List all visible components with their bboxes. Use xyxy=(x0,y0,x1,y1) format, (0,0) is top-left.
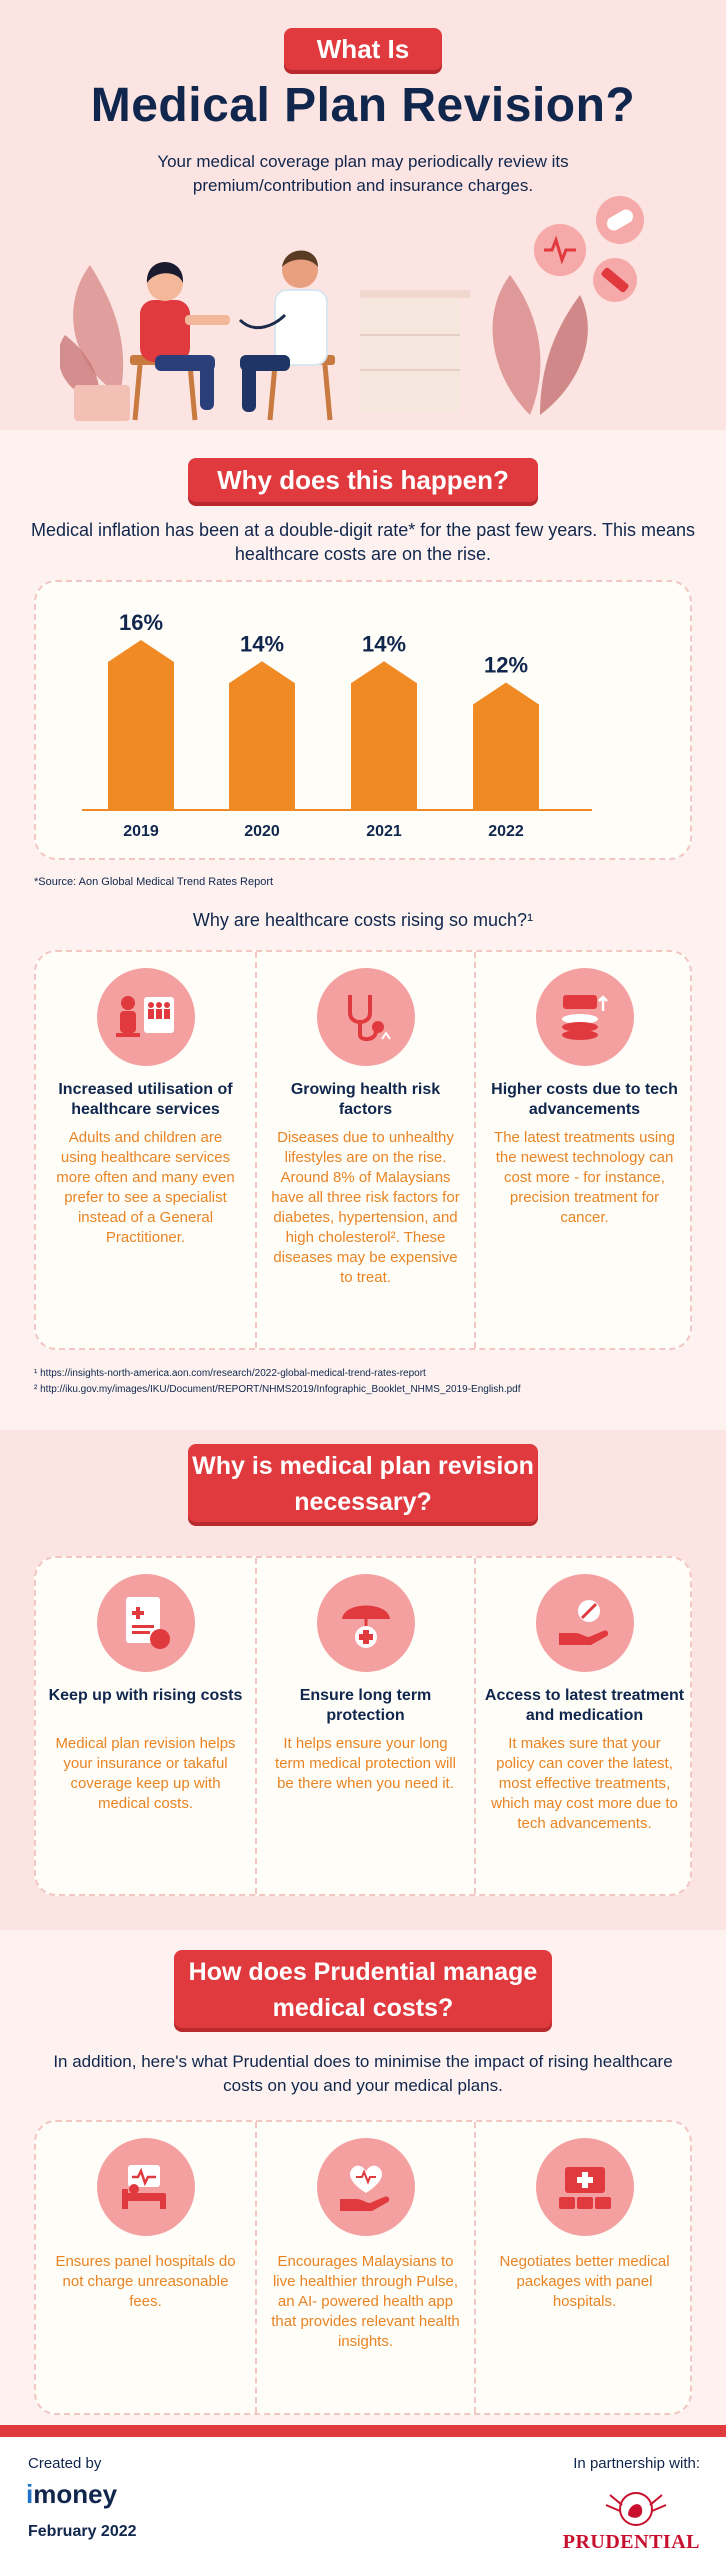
necessary-body: It helps ensure your long term medical protection will be there when you need it. xyxy=(275,1735,456,1792)
syringe-icon xyxy=(593,258,637,302)
partnership-label: In partnership with: xyxy=(573,2455,700,2472)
necessary-body: Medical plan revision helps your insurance or takaful coverage keep up with medical costs. xyxy=(55,1735,236,1812)
why-necessary-section xyxy=(0,1430,726,1930)
pill-icon xyxy=(596,196,644,244)
reason-body: Adults and children are using healthcare services more often and many even prefer to see a specialist instead of a General Practitioner. xyxy=(56,1129,235,1246)
chart-bar-2020 xyxy=(229,661,295,810)
doctor-figure xyxy=(240,251,335,421)
doctor-patients-icon xyxy=(97,968,195,1066)
reason-title: Increased utilisation of healthcare services xyxy=(58,1081,233,1118)
addition-text: In addition, here's what Prudential does to minimise the impact of rising healthcare costs on you and your medical plans. xyxy=(53,2052,673,2095)
reason-column xyxy=(36,952,255,1348)
chart-category-label: 2019 xyxy=(123,823,159,840)
footnotes xyxy=(34,1366,521,1398)
necessary-column xyxy=(474,1558,693,1894)
medical-packages-icon xyxy=(536,2138,634,2236)
intro-text: Your medical coverage plan may periodically review its premium/contribution and insurance charges. xyxy=(157,152,569,195)
necessary-column xyxy=(36,1558,255,1894)
created-by-label: Created by xyxy=(28,2455,102,2472)
why-happen-section xyxy=(0,430,726,1430)
hand-pill-icon xyxy=(536,1574,634,1672)
doctor-patient-illustration xyxy=(60,195,680,425)
imoney-logo: imoney xyxy=(26,2479,118,2509)
prudential-section xyxy=(0,1930,726,2425)
prudential-wordmark: PRUDENTIAL xyxy=(562,2531,700,2553)
plant-left-icon xyxy=(60,265,130,421)
umbrella-cross-icon xyxy=(317,1574,415,1672)
footnote-2: ² http://iku.gov.my/images/IKU/Document/REPORT/NHMS2019/Infographic_Booklet_NHMS_2019-English.pdf xyxy=(34,1384,521,1395)
reason-title: Higher costs due to tech advancements xyxy=(491,1081,678,1118)
reason-column xyxy=(474,952,693,1348)
chart-bar-2019 xyxy=(108,640,174,810)
hospital-bed-icon xyxy=(97,2138,195,2236)
footer-divider xyxy=(0,2425,726,2437)
publish-date: February 2022 xyxy=(28,2523,137,2540)
reason-body: Diseases due to unhealthy lifestyles are on the rise. Around 8% of Malaysians have all three risk factors for diabetes, hypertension, and high cholesterol². These diseases may be expensive to treat. xyxy=(271,1129,460,1286)
footer xyxy=(0,2425,726,2560)
necessary-column xyxy=(255,1558,474,1894)
chart-category-label: 2020 xyxy=(244,823,280,840)
heart-rate-icon xyxy=(534,224,586,276)
chart-category-label: 2021 xyxy=(366,823,402,840)
chart-source: *Source: Aon Global Medical Trend Rates Report xyxy=(34,876,274,888)
reason-column xyxy=(255,952,474,1348)
necessary-card xyxy=(34,1556,692,1896)
chart-value-label: 12% xyxy=(483,652,529,678)
reason-body: The latest treatments using the newest technology can cost more - for instance, precision treatment for cancer. xyxy=(494,1129,675,1226)
stethoscope-icon xyxy=(317,968,415,1066)
chart-value-label: 16% xyxy=(118,610,164,635)
manage-column xyxy=(474,2122,693,2413)
reason-title: Growing health risk factors xyxy=(290,1081,441,1118)
header-section xyxy=(0,0,726,430)
reasons-card xyxy=(34,950,692,1350)
manage-body: Negotiates better medical packages with panel hospitals. xyxy=(499,2253,670,2310)
necessary-title: Access to latest treatment and medication xyxy=(484,1687,685,1724)
manage-body: Encourages Malaysians to live healthier through Pulse, an AI- powered health app that provides relevant health insights. xyxy=(271,2253,460,2350)
chart-category-label: 2022 xyxy=(488,823,524,840)
page-title: Medical Plan Revision? xyxy=(90,79,636,132)
inflation-bar-chart xyxy=(36,582,694,862)
chart-value-label: 14% xyxy=(361,631,407,657)
chart-value-label: 14% xyxy=(239,631,285,657)
chart-bar-2022 xyxy=(473,683,539,811)
hand-heart-icon xyxy=(317,2138,415,2236)
why-necessary-heading: Why is medical plan revision necessary? xyxy=(188,1444,538,1522)
how-manage-heading: How does Prudential manage medical costs? xyxy=(174,1950,552,2028)
necessary-title: Ensure long term protection xyxy=(299,1687,432,1724)
footnote-1: ¹ https://insights-north-america.aon.com/research/2022-global-medical-trend-rates-report xyxy=(34,1368,426,1379)
chart-bar-2021 xyxy=(351,661,417,810)
rising-costs-question: Why are healthcare costs rising so much?¹ xyxy=(192,910,534,930)
what-is-badge: What Is xyxy=(284,28,442,70)
manage-column xyxy=(36,2122,255,2413)
why-happen-heading: Why does this happen? xyxy=(188,458,538,502)
inflation-text: Medical inflation has been at a double-digit rate* for the past few years. This means healthcare costs are on the rise. xyxy=(30,520,696,564)
patient-figure xyxy=(130,262,230,420)
money-stack-icon xyxy=(536,968,634,1066)
manage-body: Ensures panel hospitals do not charge unreasonable fees. xyxy=(55,2253,236,2310)
necessary-body: It makes sure that your policy can cover the latest, most effective treatments, which may cost more due to tech advancements. xyxy=(491,1735,678,1832)
inflation-chart-card xyxy=(34,580,692,860)
manage-card xyxy=(34,2120,692,2415)
plant-right-icon xyxy=(493,275,588,415)
necessary-title: Keep up with rising costs xyxy=(48,1687,243,1704)
manage-column xyxy=(255,2122,474,2413)
document-coins-icon xyxy=(97,1574,195,1672)
